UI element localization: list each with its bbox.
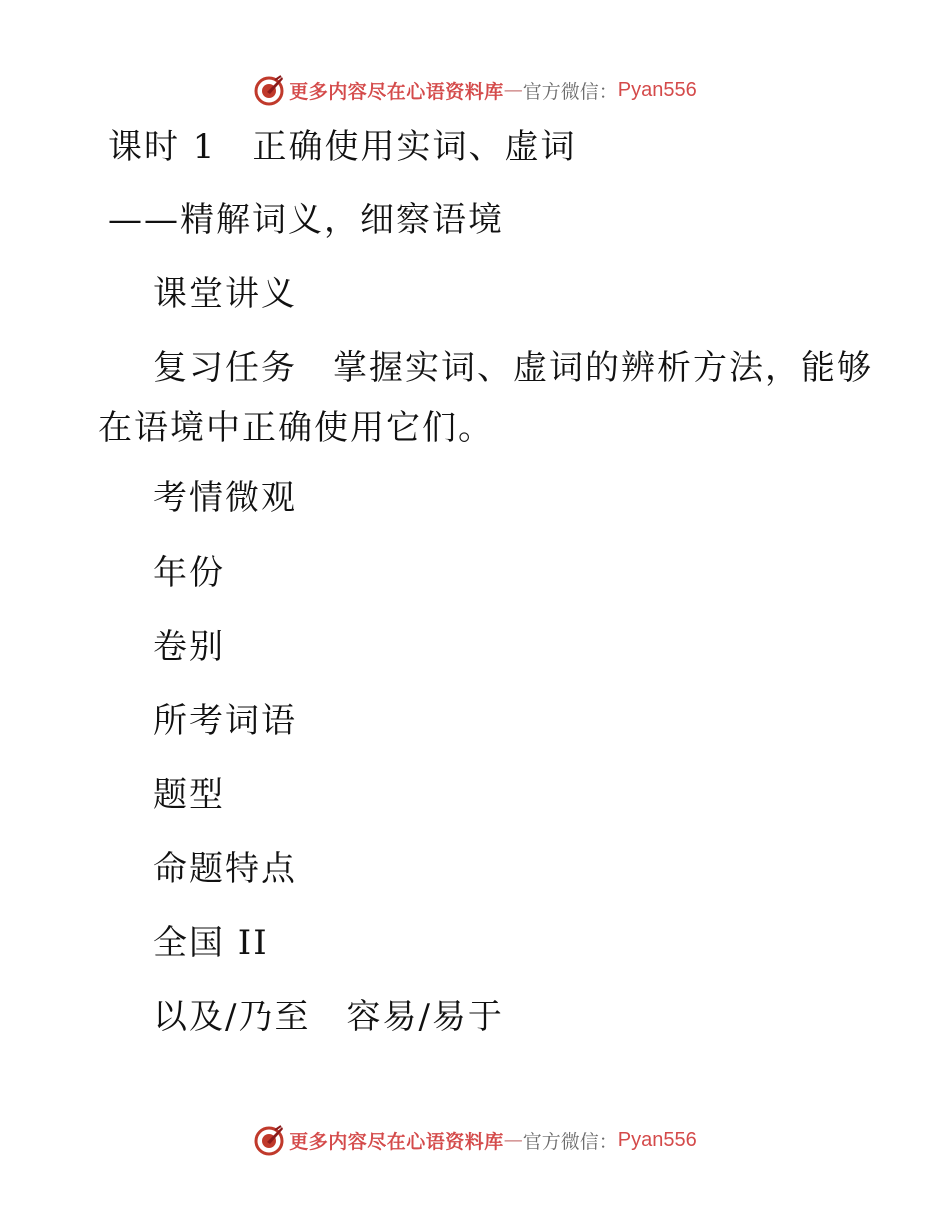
review-task-line-2: 在语境中正确使用它们。: [98, 408, 494, 448]
section-heading-exam-view: 考情微观: [153, 478, 297, 518]
watermark-brand: Pyan556: [617, 78, 697, 101]
watermark-main-text: 更多内容尽在心语资料库: [289, 1130, 504, 1153]
watermark-dash: —: [503, 1129, 523, 1151]
watermark-dash: —: [503, 79, 523, 101]
label-paper: 卷别: [153, 627, 225, 667]
review-task-line-1: 复习任务 掌握实词、虚词的辨析方法，能够: [153, 348, 873, 388]
value-word-pairs: 以及/乃至 容易/易于: [153, 997, 504, 1037]
watermark-wechat-label: 官方微信：: [522, 1130, 618, 1153]
watermark-brand: Pyan556: [617, 1128, 697, 1151]
label-question-type: 题型: [153, 775, 225, 815]
quill-logo-icon: [253, 74, 285, 106]
watermark-wechat-label: 官方微信：: [522, 80, 618, 103]
label-features: 命题特点: [153, 849, 297, 889]
watermark-footer: [0, 1120, 950, 1160]
watermark-main-text: 更多内容尽在心语资料库: [289, 80, 504, 103]
quill-logo-icon: [253, 1124, 285, 1156]
section-heading-notes: 课堂讲义: [153, 274, 297, 314]
label-words: 所考词语: [153, 701, 297, 741]
label-year: 年份: [153, 553, 225, 593]
value-national: 全国 II: [153, 923, 269, 963]
watermark-header: [0, 70, 950, 110]
lesson-subtitle: ——精解词义，细察语境: [108, 200, 504, 240]
lesson-title: 课时 1 正确使用实词、虚词: [108, 127, 577, 167]
